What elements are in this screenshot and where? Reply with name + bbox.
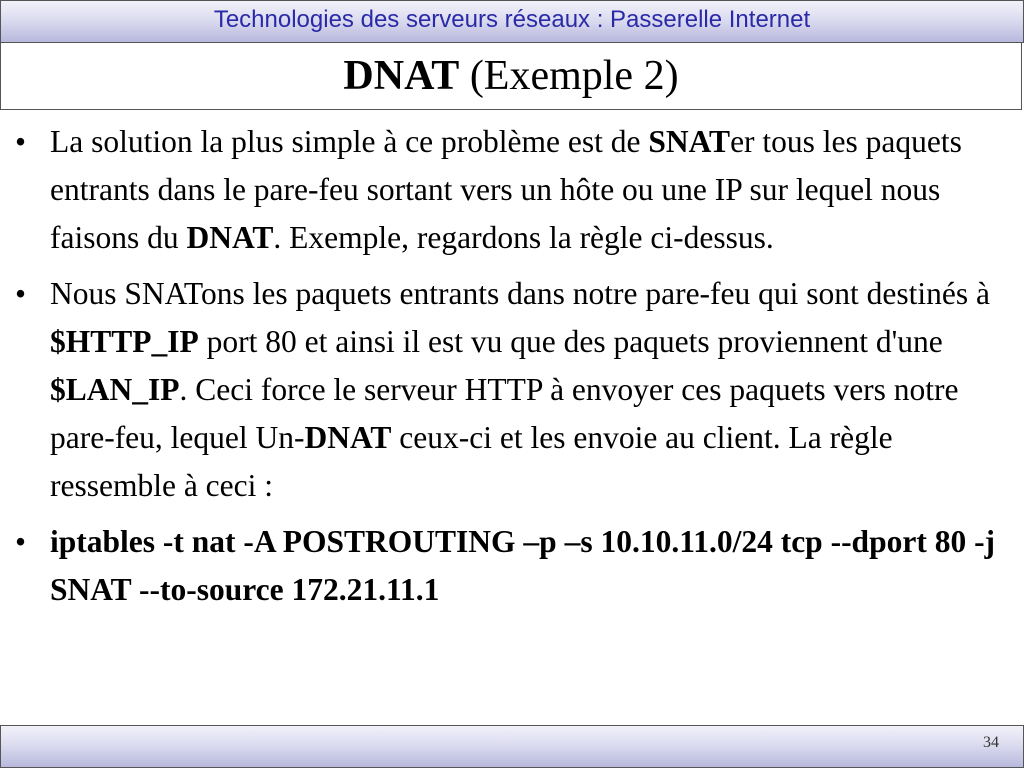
bullet-item-3 bbox=[0, 518, 1024, 614]
slide-title-rest: (Exemple 2) bbox=[459, 53, 679, 99]
bullet-text: . Ceci force le serveur HTTP à envoyer ces paquets vers notre pare-feu, lequel Un- bbox=[50, 372, 959, 455]
iptables-command: iptables -t nat -A POSTROUTING –p –s 10.10.11.0/24 tcp --dport 80 -j SNAT --to-source 172.21.11.1 bbox=[50, 524, 996, 607]
bullet-text: . Exemple, regardons la règle ci-dessus. bbox=[273, 220, 774, 255]
bullet-text: er tous les paquets entrants dans le pare-feu sortant vers un hôte ou une IP sur lequel nous faisons du bbox=[50, 124, 962, 255]
bullet-item-2 bbox=[0, 270, 1024, 510]
bullet-bold-text: DNAT bbox=[186, 220, 274, 255]
header-band bbox=[0, 0, 1024, 43]
title-box bbox=[0, 43, 1022, 110]
bullet-text: ceux-ci et les envoie au client. La règle ressemble à ceci : bbox=[50, 420, 893, 503]
bullet-item-1 bbox=[0, 118, 1024, 262]
bullet-bold-text: DNAT bbox=[304, 420, 392, 455]
footer-band bbox=[0, 725, 1024, 768]
bullet-marker: • bbox=[15, 124, 27, 159]
bullet-marker: • bbox=[15, 524, 27, 559]
page-number: 34 bbox=[983, 734, 999, 751]
bullet-list bbox=[0, 118, 1024, 614]
slide-content bbox=[0, 118, 1024, 718]
bullet-text: La solution la plus simple à ce problème est de bbox=[50, 124, 649, 159]
bullet-bold-text: SNAT bbox=[648, 124, 731, 159]
bullet-marker: • bbox=[15, 276, 27, 311]
bullet-text: Nous SNATons les paquets entrants dans notre pare-feu qui sont destinés à bbox=[50, 276, 990, 311]
bullet-bold-text: $HTTP_IP bbox=[50, 324, 199, 359]
slide-title-bold: DNAT bbox=[343, 53, 460, 99]
bullet-text: port 80 et ainsi il est vu que des paquets proviennent d'une bbox=[198, 324, 943, 359]
course-title: Technologies des serveurs réseaux : Passerelle Internet bbox=[213, 6, 811, 33]
slide-title bbox=[1, 43, 1021, 109]
bullet-bold-text: $LAN_IP bbox=[50, 372, 180, 407]
